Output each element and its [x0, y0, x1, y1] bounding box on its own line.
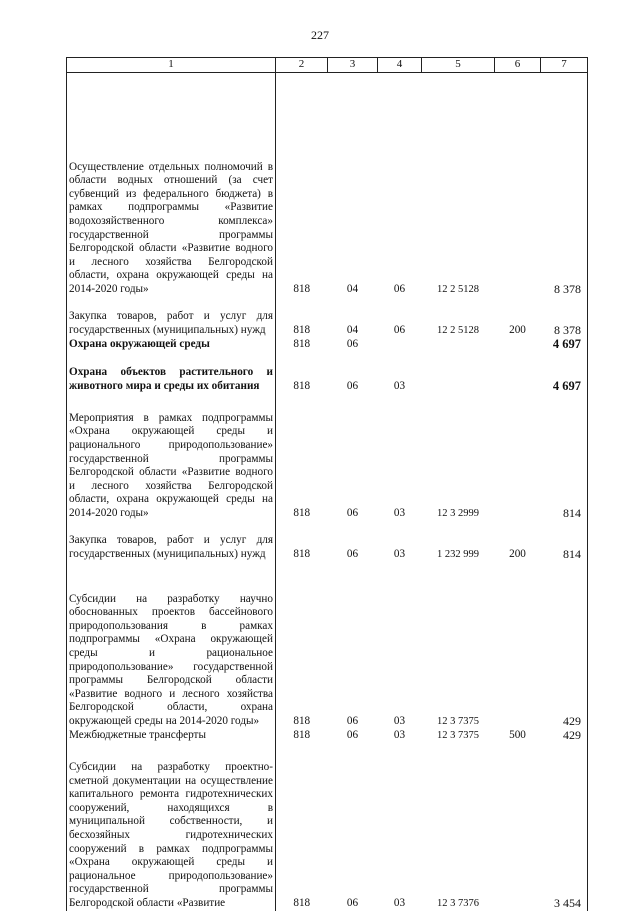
page-number: 227 [311, 28, 329, 42]
row-expense-type [495, 394, 541, 521]
row-expense-type: 200 [509, 323, 526, 336]
row-expense-type [495, 338, 541, 352]
column-header: 7 [541, 58, 588, 73]
row-subsection-code: 03 [393, 896, 406, 909]
row-target-item [422, 338, 495, 352]
row-amount: 814 [541, 521, 588, 562]
row-subsection-code: 06 [393, 282, 406, 295]
row-expense-type [495, 743, 541, 911]
row-target-item: 12 3 7375 [437, 715, 479, 727]
row-amount: 8 378 [541, 73, 588, 297]
table-row [67, 297, 588, 338]
row-amount: 8 378 [541, 297, 588, 338]
row-subsection-code [378, 338, 422, 352]
row-amount: 429 [541, 562, 588, 729]
row-subsection-code: 06 [393, 323, 406, 336]
column-header: 1 [67, 58, 276, 73]
row-name: Закупка товаров, работ и услуг для государственных (муниципальных) нужд [67, 297, 276, 338]
row-target-item: 12 3 7375 [437, 729, 479, 741]
row-target-item: 12 2 5128 [437, 324, 479, 336]
row-target-item: 12 2 5128 [437, 283, 479, 295]
row-amount: 3 454 [541, 743, 588, 911]
column-header: 5 [422, 58, 495, 73]
row-ministry-code: 818 [293, 728, 311, 741]
row-section-code: 06 [346, 728, 359, 741]
row-name: Осуществление отдельных полномочий в области водных отношений (за счет субвенций из федерального бюджета) в рамках подпрограммы «Развитие водохозяйственного комплекса» государственной программы Белгородской области «Развитие водного и лесного хозяйства Белгородской области, охрана окружающей среды на 2014-2020 годы» [67, 73, 276, 297]
table-row [67, 73, 588, 297]
table-row [67, 743, 588, 911]
row-ministry-code: 818 [293, 506, 311, 519]
row-expense-type [495, 73, 541, 297]
row-ministry-code: 818 [293, 379, 311, 392]
row-section-code: 06 [346, 896, 359, 909]
table-body [67, 73, 588, 911]
row-target-item: 12 3 7376 [437, 897, 479, 909]
table-row [67, 521, 588, 562]
row-section-code: 06 [346, 379, 359, 392]
row-expense-type [495, 562, 541, 729]
column-header: 3 [328, 58, 378, 73]
table-row [67, 338, 588, 352]
table-row [67, 352, 588, 394]
row-name: Мероприятия в рамках подпрограммы «Охрана окружающей среды и рационального природопользование» государственной программы Белгородской области «Развитие водного и лесного хозяйства Белгородской области, охрана окружающей среды на 2014-2020 годы» [67, 394, 276, 521]
row-amount: 814 [541, 394, 588, 521]
row-subsection-code: 03 [393, 728, 406, 741]
row-target-item [422, 352, 495, 394]
row-amount: 4 697 [541, 352, 588, 394]
row-section-code: 04 [346, 282, 359, 295]
table-header-row [67, 58, 588, 73]
row-section-code: 06 [346, 547, 359, 560]
row-target-item: 12 3 2999 [437, 507, 479, 519]
row-name: Закупка товаров, работ и услуг для государственных (муниципальных) нужд [67, 521, 276, 562]
row-subsection-code: 03 [393, 379, 406, 392]
row-ministry-code: 818 [293, 282, 311, 295]
column-header: 2 [276, 58, 328, 73]
row-ministry-code: 818 [293, 323, 311, 336]
row-ministry-code: 818 [293, 896, 311, 909]
row-expense-type: 500 [509, 728, 526, 741]
row-name: Межбюджетные трансферты [67, 729, 276, 743]
row-section-code: 06 [346, 506, 359, 519]
column-header: 4 [378, 58, 422, 73]
row-expense-type [495, 352, 541, 394]
row-subsection-code: 03 [393, 547, 406, 560]
row-name: Субсидии на разработку научно обоснованных проектов бассейнового природопользования в рамках подпрограммы «Охрана окружающей среды и рациональное природопользование» государственной программы Белгородской области «Развитие водного и лесного хозяйства Белгородской области, охрана окружающей среды на 2014-2020 годы» [67, 562, 276, 729]
table-row [67, 394, 588, 521]
row-subsection-code: 03 [393, 506, 406, 519]
row-amount: 4 697 [541, 338, 588, 352]
row-name: Субсидии на разработку проектно-сметной документации на осуществление капитального ремонта гидротехнических сооружений, находящихся в муниципальной собственности, и бесхозяйных гидротехнических сооружений в рамках подпрограммы «Охрана окружающей среды и рациональное природопользование» государственной программы Белгородской области «Развитие [67, 743, 276, 911]
column-header: 6 [495, 58, 541, 73]
row-target-item: 1 232 999 [437, 548, 479, 560]
row-section-code: 04 [346, 323, 359, 336]
row-section-code: 06 [346, 337, 359, 350]
row-ministry-code: 818 [293, 547, 311, 560]
row-expense-type: 200 [509, 547, 526, 560]
row-name: Охрана объектов растительного и животного мира и среды их обитания [67, 352, 276, 394]
row-section-code: 06 [346, 714, 359, 727]
row-ministry-code: 818 [293, 714, 311, 727]
row-amount: 429 [541, 729, 588, 743]
budget-table [66, 57, 588, 911]
row-ministry-code: 818 [293, 337, 311, 350]
table-row [67, 729, 588, 743]
row-name: Охрана окружающей среды [67, 338, 276, 352]
row-subsection-code: 03 [393, 714, 406, 727]
table-row [67, 562, 588, 729]
